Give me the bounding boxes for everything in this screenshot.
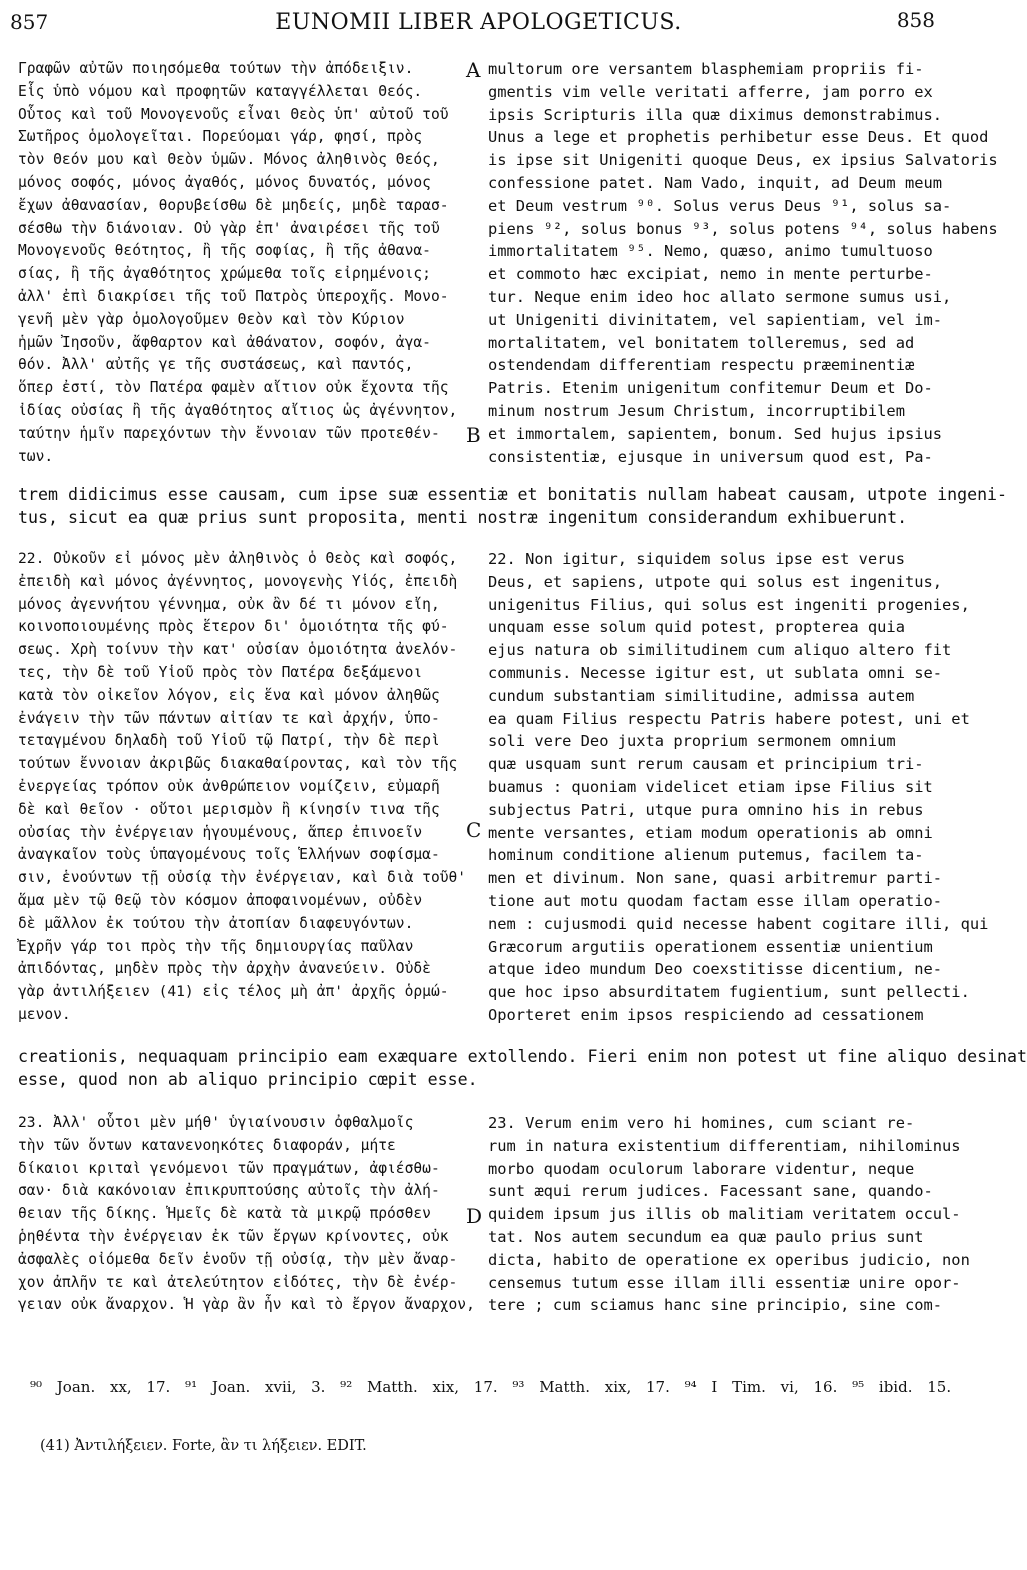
page-number-right: 858: [896, 8, 935, 32]
running-title: EUNOMII LIBER APOLOGETICUS.: [275, 10, 682, 35]
section-2-latin-column: 22. Non igitur, siquidem solus ipse est verus Deus, et sapiens, utpote qui solus est ingenitus, unigenitus Filius, qui solus est ingeniti progenies, unquam esse solum quid potest, propterea quia ejus natura ob similitudinem cum aliquo altero fit communis. Necesse igitur est, ut sublata omni se- cundum substantiam similitudine, admissa autem ea quam Filius respectu Patris habere potest, uni et soli vere Deo juxta proprium sermonem omnium quæ usquam sunt rerum causam et principium tri- buamus : quoniam videlicet etiam ipse Filius sit subjectus Patri, utque pura omnino his in rebus mente versantes, etiam modum operationis ab omni hominum conditione alienum putemus, facilem ta- men et divinum. Non sane, quasi arbitremur parti- tione aut motu quodam factam esse illam operatio- nem : cujusmodi quid necesse habent cogitare illi, qui Græcorum argutiis operationem essentiæ unientium atque ideo mundum Deo coexstitisse dicentium, ne- que hoc ipso absurditatem fugientium, sunt pellecti. Oporteret enim ipsos respiciendo ad cessationem: [488, 550, 989, 1024]
section-1-full-width-text: trem didicimus esse causam, cum ipse suæ essentiæ et bonitatis nullam habeat causam, utpote ingeni- tus, sicut ea quæ prius sunt proposita, menti nostræ ingenitum considerandum exhibuerunt.: [18, 485, 1008, 527]
section-1-latin-column: multorum ore versantem blasphemiam propriis fi- gmentis vim velle veritati afferre, jam porro ex ipsis Scripturis illa quæ diximus demonstrabimus. Unus a lege et prophetis perhibetur esse Deus. Et quod is ipse sit Unigeniti quoque Deus, ex ipsius Salvatoris confessione patet. Nam Vado, inquit, ad Deum meum et Deum vestrum ⁹⁰. Solus verus Deus ⁹¹, solus sa- piens ⁹², solus bonus ⁹³, solus potens ⁹⁴, solus habens immortalitatem ⁹⁵. Nemo, quæso, animo tumultuoso et commoto hæc excipiat, nemo in mente perturbe- tur. Neque enim ideo hoc allato sermone sumus usi, ut Unigeniti divinitatem, vel sapientiam, vel im- mortalitatem, vel bonitatem tolleremus, sed ad ostendendam differentiam respectu præeminentiæ Patris. Etenim unigenitum confitemur Deum et Do- minum nostrum Jesum Christum, incorruptibilem et immortalem, sapientem, bonum. Sed hujus ipsius consistentiæ, ejusque in universum quod est, Pa-: [488, 60, 998, 466]
section-2-greek-column: 22. Οὐκοῦν εἰ μόνος μὲν ἀληθινὸς ὁ Θεὸς καὶ σοφός, ἐπειδὴ καὶ μόνος ἀγέννητος, μονογενὴς Υἱός, ἐπειδὴ μόνος ἀγεννήτου γέννημα, οὐκ ἂν δέ τι μόνον εἴη, κοινοποιουμένης πρὸς ἕτερον δι' ὁμοιότητα τῆς φύ- σεως. Χρὴ τοίνυν τὴν κατ' οὐσίαν ὁμοιότητα ἀνελόν- τες, τὴν δὲ τοῦ Υἱοῦ πρὸς τὸν Πατέρα δεξάμενοι κατὰ τὸν οἰκεῖον λόγον, εἰς ἕνα καὶ μόνον ἀληθῶς ἐνάγειν τὴν τῶν πάντων αἰτίαν τε καὶ ἀρχήν, ὑπο- τεταγμένου δηλαδὴ τοῦ Υἱοῦ τῷ Πατρί, τὴν δὲ περὶ τούτων ἔννοιαν ἀκριβῶς διακαθαίροντας, καὶ τὸν τῆς ἐνεργείας τρόπον οὐκ ἀνθρώπειον νομίζειν, εὐμαρῆ δὲ καὶ θεῖον · οὔτοι μερισμὸν ἢ κίνησίν τινα τῆς οὐσίας τὴν ἐνέργειαν ἡγουμένους, ἅπερ ἐπινοεῖν ἀναγκαῖον τοὺς ὑπαγομένους τοῖς Ἑλλήνων σοφίσμα- σιν, ἑνούντων τῇ οὐσίᾳ τὴν ἐνέργειαν, καὶ διὰ τοῦθ' ἅμα μὲν τῷ Θεῷ τὸν κόσμον ἀποφαινομένων, οὐδὲν δὲ μᾶλλον ἐκ τούτου τὴν ἀτοπίαν διαφευγόντων. Ἐχρῆν γάρ τοι πρὸς τὴν τῆς δημιουργίας παῦλαν ἀπιδόντας, μηδὲν πρὸς τὴν ἀρχὴν ἀνανεύειν. Οὐδὲ γὰρ ἀντιλήξειεν (41) εἰς τέλος μὴ ἀπ' ἀρχῆς ὁρμώ- μενον.: [18, 550, 467, 1023]
scripture-footnotes: ⁹⁰ Joan. xx, 17. ⁹¹ Joan. xvii, 3. ⁹² Matth. xix, 17. ⁹³ Matth. xix, 17. ⁹⁴ I Tim. vi, 16. ⁹⁵ ibid. 15.: [30, 1378, 952, 1396]
margin-marker-d: D: [466, 1204, 483, 1228]
section-3-latin-column: 23. Verum enim vero hi homines, cum sciant re- rum in natura existentium differentiam, nihilominus morbo quodam oculorum laborare videntur, neque sunt æqui rerum judices. Facessant sane, quando- quidem ipsum jus illis ob malitiam veritatem occul- tat. Nos autem secundum ea quæ paulo prius sunt dicta, habito de operatione ex operibus judicio, non censemus tutum esse illam illi essentiæ unire opor- tere ; cum sciamus hanc sine principio, sine com-: [488, 1114, 970, 1315]
page-number-left: 857: [10, 10, 49, 34]
editor-note: (41) Ἀντιλήξειεν. Forte, ἂν τι λήξειεν. EDIT.: [40, 1438, 367, 1454]
section-3-greek-column: 23. Ἀλλ' οὗτοι μὲν μήθ' ὑγιαίνουσιν ὀφθαλμοῖς τὴν τῶν ὄντων κατανενοηκότες διαφοράν, μήτε δίκαιοι κριταὶ γενόμενοι τῶν πραγμάτων, ἀφιέσθω- σαν· διὰ κακόνοιαν ἐπικρυπτούσης αὐτοῖς τὴν ἀλή- θειαν τῆς δίκης. Ἡμεῖς δὲ κατὰ τὰ μικρῷ πρόσθεν ῥηθέντα τὴν ἐνέργειαν ἐκ τῶν ἔργων κρίνοντες, οὐκ ἀσφαλὲς οἰόμεθα δεῖν ἑνοῦν τῇ οὐσίᾳ, τὴν μὲν ἄναρ- χον ἀπλῆν τε καὶ ἀτελεύτητον εἰδότες, τὴν δὲ ἐνέρ- γειαν οὐκ ἄναρχον. Ἡ γὰρ ἂν ἦν καὶ τὸ ἔργον ἄναρχον,: [18, 1114, 475, 1314]
section-2-full-width-text: creationis, nequaquam principio eam exæquare extollendo. Fieri enim non potest ut fine aliquo desinat esse, quod non ab aliquo principio cœpit esse.: [18, 1047, 1027, 1089]
running-header: [0, 8, 957, 42]
margin-marker-a: A: [466, 58, 481, 82]
margin-marker-c: C: [466, 818, 482, 842]
margin-marker-b: B: [466, 423, 481, 447]
section-1-greek-column: Γραφῶν αὐτῶν ποιησόμεθα τούτων τὴν ἀπόδειξιν. Εἷς ὑπὸ νόμου καὶ προφητῶν καταγγέλλεται Θεός. Οὗτος καὶ τοῦ Μονογενοῦς εἶναι Θεὸς ὑπ' αὐτοῦ τοῦ Σωτῆρος ὁμολογεῖται. Πορεύομαι γάρ, φησί, πρὸς τὸν Θεόν μου καὶ Θεὸν ὑμῶν. Μόνος ἀληθινὸς Θεός, μόνος σοφός, μόνος ἀγαθός, μόνος δυνατός, μόνος ἔχων ἀθανασίαν, θορυβείσθω δὲ μηδείς, μηδὲ ταρασ- σέσθω τὴν διάνοιαν. Οὐ γὰρ ἐπ' ἀναιρέσει τῆς τοῦ Μονογενοῦς θεότητος, ἢ τῆς σοφίας, ἢ τῆς ἀθανα- σίας, ἢ τῆς ἀγαθότητος χρώμεθα τοῖς εἰρημένοις; ἀλλ' ἐπὶ διακρίσει τῆς τοῦ Πατρὸς ὑπεροχῆς. Μονο- γενῆ μὲν γὰρ ὁμολογοῦμεν Θεὸν καὶ τὸν Κύριον ἡμῶν Ἰησοῦν, ἄφθαρτον καὶ ἀθάνατον, σοφόν, ἀγα- θόν. Ἀλλ' αὐτῆς γε τῆς συστάσεως, καὶ παντός, ὅπερ ἐστί, τὸν Πατέρα φαμὲν αἴτιον οὐκ ἔχοντα τῆς ἰδίας οὐσίας ἢ τῆς ἀγαθότητος αἴτιος ὡς ἀγέννητον, ταύτην ἡμῖν παρεχόντων τὴν ἔννοιαν τῶν προτεθέν- των.: [18, 60, 458, 465]
